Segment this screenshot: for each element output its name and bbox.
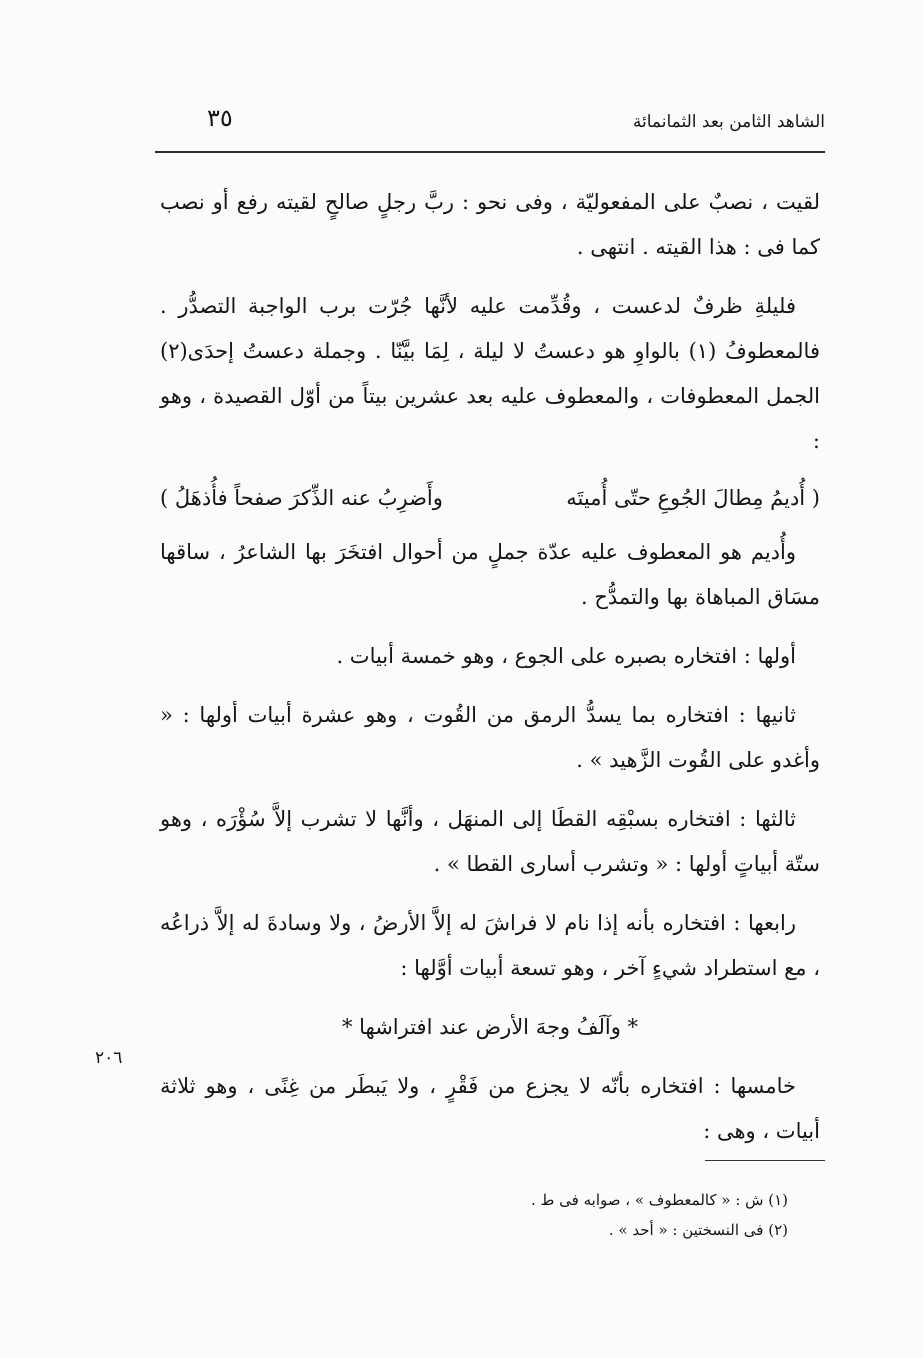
footnote: (٢) فى النسختين : « أحد » .: [608, 1221, 788, 1239]
main-text: [160, 180, 820, 1168]
footnote-rule: [705, 1160, 825, 1161]
paragraph: [160, 797, 820, 887]
verse-line: [160, 478, 820, 518]
paragraph-text: خامسها : افتخاره بأنّه لا يجزع من فَقْرٍ ، ولا يَبطَر من غِنًى ، وهو ثلاثة أبيات ، وهى :: [160, 1074, 820, 1143]
paragraph-text: رابعها : افتخاره بأنه إذا نام لا فراشَ له إلاَّ الأرضُ ، ولا وسادةَ له إلاَّ ذراعُه ، مع استطراد شيءٍ آخر ، وهو تسعة أبيات أوَّلها :: [160, 911, 820, 980]
paragraph-text: ثالثها : افتخاره بسبْقِه القطَا إلى المنهَل ، وأنَّها لا تشرب إلاَّ سُؤْرَه ، وهو ستّة أبياتٍ أولها : « وتشرب أسارى القطا » .: [160, 807, 820, 876]
paragraph: [160, 634, 820, 679]
paragraph: [160, 284, 820, 464]
verse-hemistich-right: ( أُديمُ مِطالَ الجُوعِ حتّى أُميتَه: [566, 486, 820, 510]
verse-quote-text: * وآلَفُ وجهَ الأرض عند افتراشها *: [341, 1015, 639, 1039]
running-title: الشاهد الثامن بعد الثمانمائة: [632, 112, 825, 132]
verse-quote: [160, 1005, 820, 1050]
footnotes: [531, 1185, 788, 1245]
paragraph: [160, 530, 820, 620]
paragraph-text: وأُديم هو المعطوف عليه عدّة جملٍ من أحوال افتخَرَ بها الشاعرُ ، ساقها مسَاق المباهاة بها والتمدُّح .: [160, 540, 820, 609]
header-rule: [155, 151, 825, 153]
paragraph: [160, 693, 820, 783]
page-header: [155, 102, 825, 150]
paragraph-text: لقيت ، نصبٌ على المفعوليّة ، وفى نحو : ربَّ رجلٍ صالحٍ لقيته رفع أو نصب كما فى : هذا القيته . انتهى .: [160, 190, 820, 259]
paragraph-text: أولها : افتخاره بصبره على الجوع ، وهو خمسة أبيات .: [336, 644, 796, 668]
margin-reference-number: ٢٠٦: [95, 1048, 123, 1068]
paragraph-text: ثانيها : افتخاره بما يسدُّ الرمق من القُوت ، وهو عشرة أبيات أولها : « وأغدو على القُوت الزَّهيد » .: [160, 703, 820, 772]
paragraph: [160, 901, 820, 991]
verse-hemistich-left: وأَضرِبُ عنه الذِّكرَ صفحاً فأُذهَلُ ): [160, 486, 443, 510]
paragraph: [160, 1064, 820, 1154]
paragraph: [160, 180, 820, 270]
page-number: ٣٥: [207, 104, 233, 132]
footnote: (١) ش : « كالمعطوف » ، صوابه فى ط .: [531, 1191, 788, 1209]
paragraph-text: فليلةِ ظرفٌ لدعست ، وقُدِّمت عليه لأنَّها جُرّت برب الواجبة التصدُّر . فالمعطوفُ (١) بالواوِ هو دعستُ لا ليلة ، لِمَا بيَّنّا . وجملة دعستُ إحدَى(٢) الجمل المعطوفات ، والمعطوف عليه بعد عشرين بيتاً من أوّل القصيدة ، وهو :: [160, 294, 820, 453]
